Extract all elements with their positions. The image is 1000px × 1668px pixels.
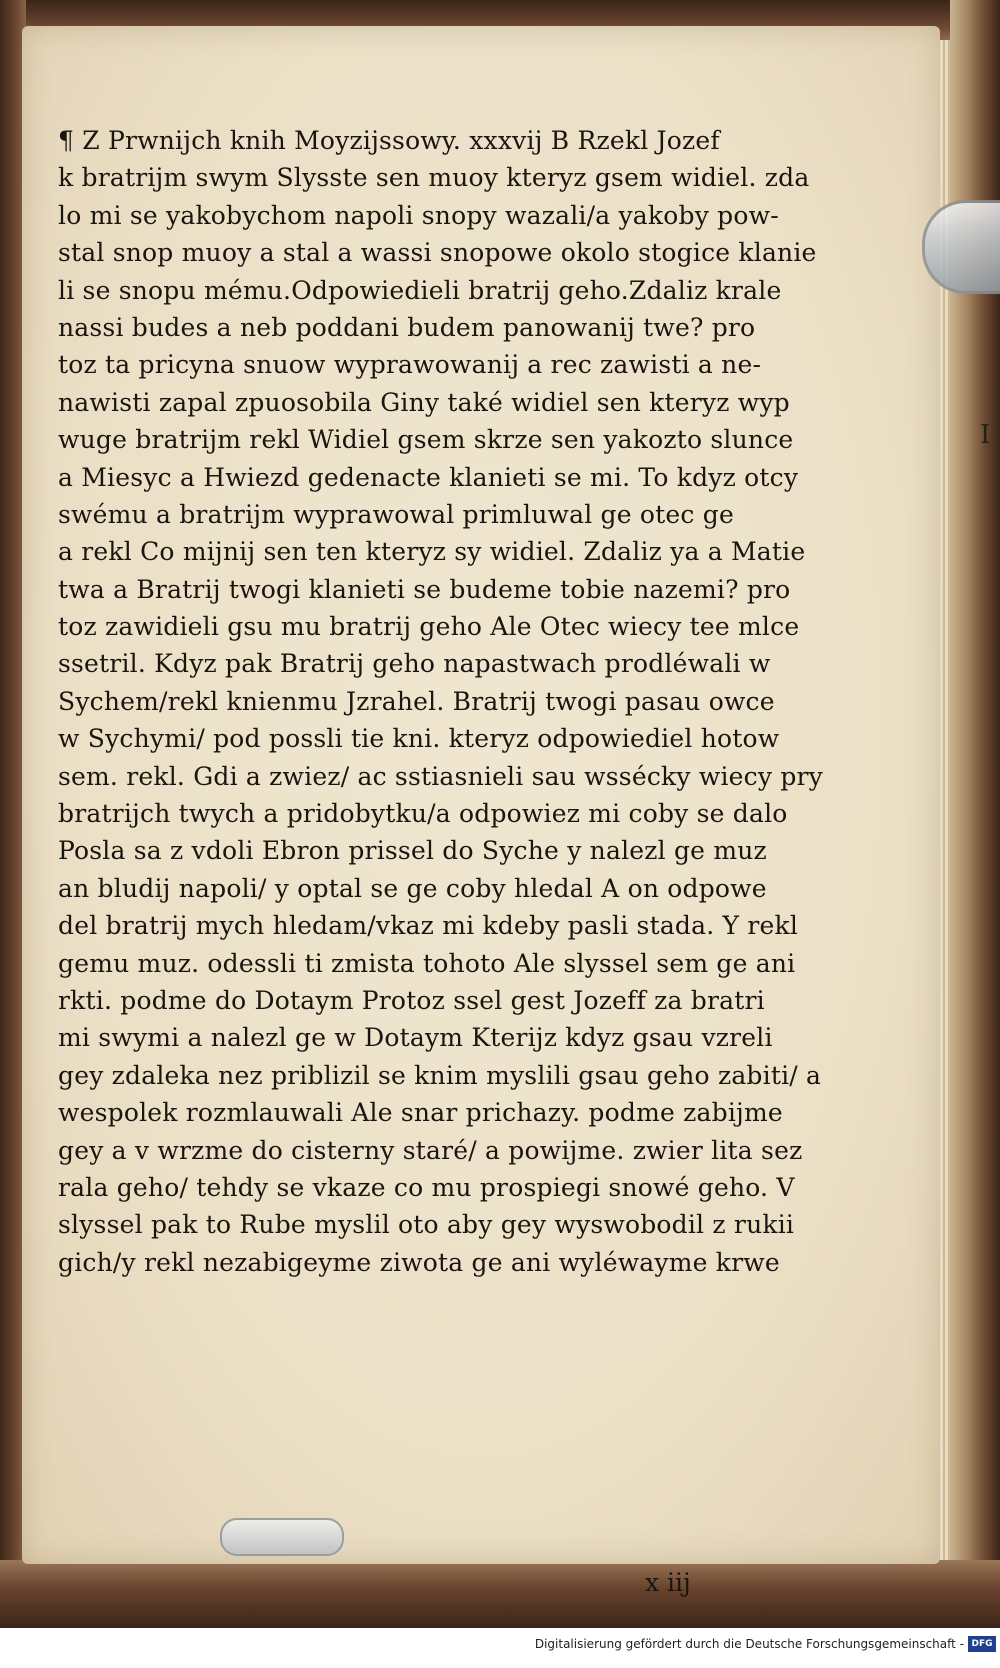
- text-line: wuge bratrijm rekl Widiel gsem skrze sen yakozto slunce: [58, 425, 794, 455]
- text-line: slyssel pak to Rube myslil oto aby gey wyswobodil z rukii: [58, 1210, 795, 1240]
- footer-bar: [0, 1628, 1000, 1668]
- page-clamp: [922, 200, 1000, 294]
- text-line: a Miesyc a Hwiezd gedenacte klanieti se mi. To kdyz otcy: [58, 462, 799, 492]
- text-line: swému a bratrijm wyprawowal primluwal ge otec ge: [58, 499, 734, 529]
- text-line: wespolek rozmlauwali Ale snar prichazy. podme zabijme: [58, 1098, 783, 1128]
- page-text: [58, 122, 823, 1281]
- text-line: bratrijch twych a pridobytku/a odpowiez mi coby se dalo: [58, 799, 788, 829]
- text-line: nassi budes a neb poddani budem panowanij twe? pro: [58, 312, 756, 342]
- text-line: ¶ Z Prwnijch knih Moyzijssowy. xxxvij B Rzekl Jozef: [58, 126, 720, 155]
- text-line: Posla sa z vdoli Ebron prissel do Syche y nalezl ge muz: [58, 836, 767, 866]
- text-line: gemu muz. odessli ti zmista tohoto Ale slyssel sem ge ani: [58, 948, 796, 978]
- text-line: an bludij napoli/ y optal se ge coby hledal A on odpowe: [58, 873, 767, 903]
- text-line: rala geho/ tehdy se vkaze co mu prospiegi snowé geho. V: [58, 1172, 795, 1202]
- text-line: k bratrijm swym Slysste sen muoy kteryz gsem widiel. zda: [58, 163, 810, 193]
- text-line: del bratrij mych hledam/vkaz mi kdeby pasli stada. Y rekl: [58, 911, 799, 941]
- folio-number: x iij: [645, 1568, 691, 1597]
- text-line: gey a v wrzme do cisterny staré/ a powijme. zwier lita sez: [58, 1135, 803, 1165]
- dfg-logo: DFG: [968, 1636, 996, 1652]
- text-line: mi swymi a nalezl ge w Dotaym Kterijz kdyz gsau vzreli: [58, 1023, 773, 1053]
- text-line: toz ta pricyna snuow wyprawowanij a rec zawisti a ne-: [58, 350, 762, 380]
- text-line: stal snop muoy a stal a wassi snopowe okolo stogice klanie: [58, 238, 817, 268]
- text-line: rkti. podme do Dotaym Protoz ssel gest Jozeff za bratri: [58, 985, 765, 1015]
- text-line: gey zdaleka nez priblizil se knim myslili gsau geho zabiti/ a: [58, 1060, 822, 1090]
- text-line: nawisti zapal zpuosobila Giny také widiel sen kteryz wyp: [58, 387, 790, 417]
- text-line: a rekl Co mijnij sen ten kteryz sy widiel. Zdaliz ya a Matie: [58, 537, 806, 567]
- margin-mark: I: [980, 420, 991, 450]
- text-line: ssetril. Kdyz pak Bratrij geho napastwach prodléwali w: [58, 649, 771, 679]
- text-line: Sychem/rekl knienmu Jzrahel. Bratrij twogi pasau owce: [58, 686, 775, 716]
- text-line: lo mi se yakobychom napoli snopy wazali/a yakoby pow-: [58, 200, 779, 230]
- funding-note: Digitalisierung gefördert durch die Deutsche Forschungsgemeinschaft -: [534, 1637, 964, 1651]
- text-line: li se snopu mému.Odpowiedieli bratrij geho.Zdaliz krale: [58, 275, 782, 305]
- text-line: gich/y rekl nezabigeyme ziwota ge ani wyléwayme krwe: [58, 1247, 780, 1277]
- text-line: toz zawidieli gsu mu bratrij geho Ale Otec wiecy tee mlce: [58, 612, 800, 642]
- bottom-clip: [220, 1518, 344, 1556]
- binding-bottom: [0, 1560, 1000, 1628]
- text-line: w Sychymi/ pod possli tie kni. kteryz odpowiediel hotow: [58, 724, 780, 754]
- text-line: twa a Bratrij twogi klanieti se budeme tobie nazemi? pro: [58, 574, 791, 604]
- text-line: sem. rekl. Gdi a zwiez/ ac sstiasnieli sau wssécky wiecy pry: [58, 761, 823, 791]
